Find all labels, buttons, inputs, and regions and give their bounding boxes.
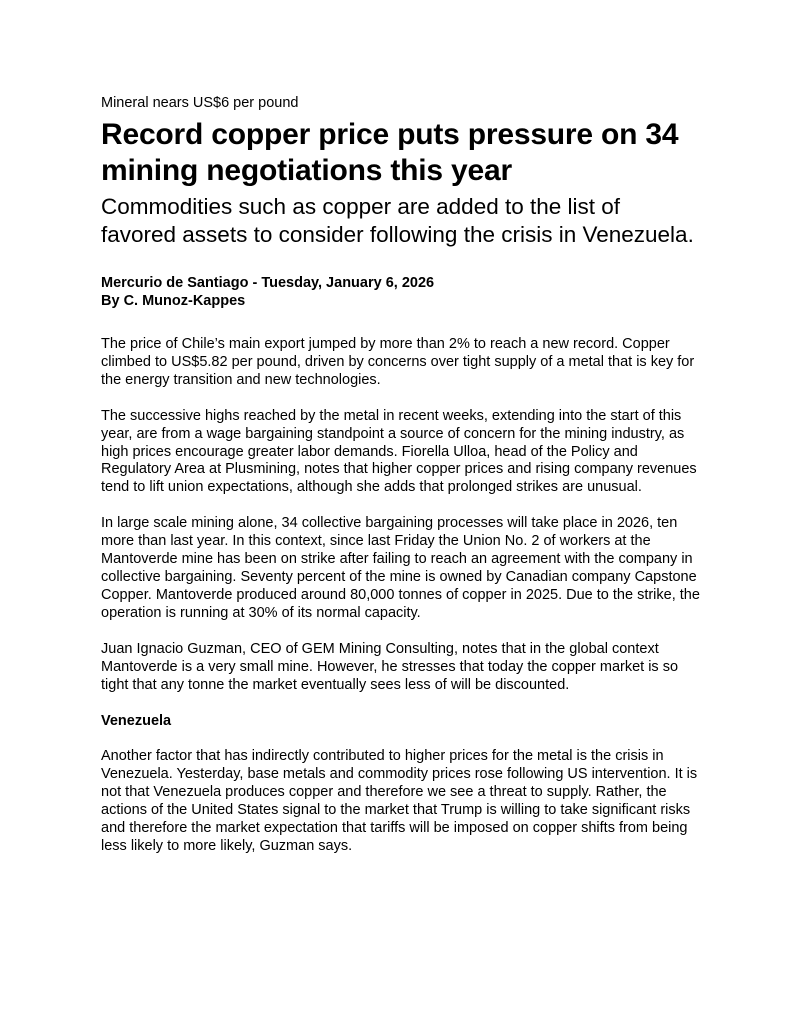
- body-paragraph: The price of Chile’s main export jumped by more than 2% to reach a new record. Copper climbed to US$5.82 per pound, driven by concerns over tight supply of a metal that is key for the energy transition and new technologies.: [101, 336, 695, 388]
- body-paragraph: In large scale mining alone, 34 collective bargaining processes will take place in 2026, ten more than last year. In this context, since last Friday the Union No. 2 of workers at the Mantoverde mine has been on strike after failing to reach an agreement with the company in collective bargaining. Seventy percent of the mine is owned by Canadian company Capstone Copper. Mantoverde produced around 80,000 tonnes of copper in 2025. Due to the strike, the operation is running at 30% of its normal capacity.: [101, 515, 700, 621]
- article-kicker: Mineral nears US$6 per pound: [101, 95, 299, 111]
- body-paragraph: The successive highs reached by the metal in recent weeks, extending into the start of this year, are from a wage bargaining standpoint a source of concern for the mining industry, as high prices encourage greater labor demands. Fiorella Ulloa, head of the Policy and Regulatory Area at Plusmining, notes that higher copper prices and rising company revenues tend to lift union expectations, although she adds that prolonged strikes are unusual.: [101, 407, 697, 496]
- article-subhead: Commodities such as copper are added to the list of favored assets to consider following the crisis in Venezuela.: [101, 194, 694, 247]
- article-headline: Record copper price puts pressure on 34 mining negotiations this year: [101, 118, 679, 187]
- section-paragraph: Another factor that has indirectly contributed to higher prices for the metal is the crisis in Venezuela. Yesterday, base metals and commodity prices rose following US intervention. It is not that Venezuela produces copper and therefore we see a threat to supply. Rather, the actions of the United States signal to the market that Trump is willing to take significant risks and therefore the market expectation that tariffs will be imposed on copper shifts from being less likely to more likely, Guzman says.: [101, 748, 698, 854]
- section-heading: Venezuela: [101, 713, 172, 730]
- body-paragraph: Juan Ignacio Guzman, CEO of GEM Mining Consulting, notes that in the global context Mantoverde is a very small mine. However, he stresses that today the copper market is so tight that any tonne the market eventually sees less of will be discounted.: [101, 640, 679, 693]
- author-line: By C. Munoz-Kappes: [101, 293, 246, 309]
- article-body: [101, 336, 700, 856]
- article-byline: [101, 274, 700, 310]
- source-line: Mercurio de Santiago - Tuesday, January 6, 2026: [101, 275, 435, 291]
